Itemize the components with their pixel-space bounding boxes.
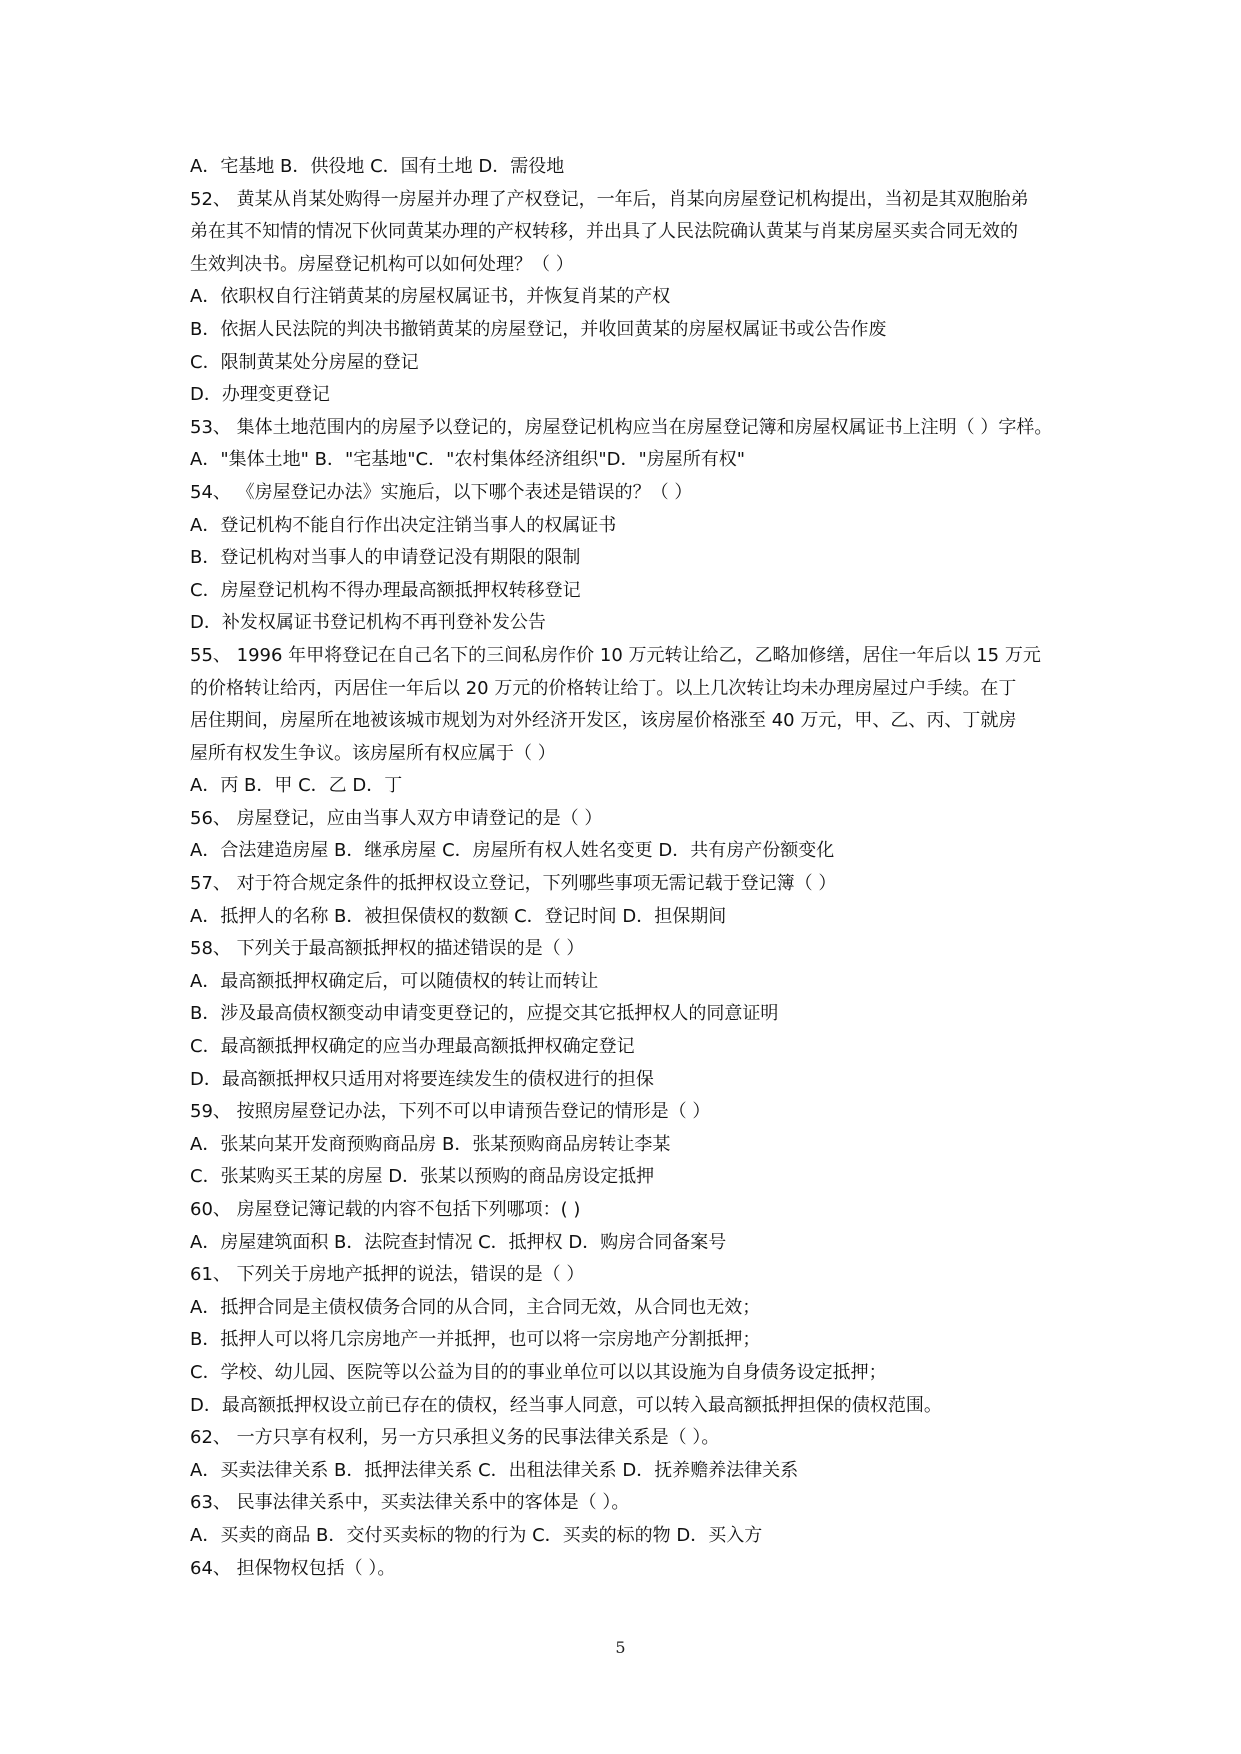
text-line: A．丙 B．甲 C．乙 D．丁 [190,775,403,797]
text-line: A．买卖的商品 B．交付买卖标的物的行为 C．买卖的标的物 D．买入方 [190,1524,763,1546]
text-line: A．依职权自行注销黄某的房屋权属证书，并恢复肖某的产权 [190,286,671,308]
text-line: C．房屋登记机构不得办理最高额抵押权转移登记 [190,579,581,601]
text-line: A．"集体土地" B．"宅基地"C．"农村集体经济组织"D．"房屋所有权" [190,449,746,471]
page-number: 5 [615,1638,626,1657]
text-line: A．最高额抵押权确定后，可以随债权的转让而转让 [190,970,599,992]
text-line: 弟在其不知情的情况下伙同黄某办理的产权转移，并出具了人民法院确认黄某与肖某房屋买卖合同无效的 [190,221,1018,243]
text-line: 59、 按照房屋登记办法，下列不可以申请预告登记的情形是（ ） [190,1101,711,1123]
text-line: A．抵押人的名称 B．被担保债权的数额 C．登记时间 D．担保期间 [190,905,727,927]
text-line: 52、 黄某从肖某处购得一房屋并办理了产权登记，一年后，肖某向房屋登记机构提出，当初是其双胞胎弟 [190,188,1029,210]
document-body [190,151,1058,1585]
text-line: A．买卖法律关系 B．抵押法律关系 C．出租法律关系 D．抚养赡养法律关系 [190,1459,799,1481]
text-line: 屋所有权发生争议。该房屋所有权应属于（ ） [190,742,556,764]
text-line: D．办理变更登记 [190,384,330,406]
text-line: D．最高额抵押权设立前已存在的债权，经当事人同意，可以转入最高额抵押担保的债权范围。 [190,1394,942,1416]
text-line: 生效判决书。房屋登记机构可以如何处理？（ ） [190,253,574,275]
text-line: 62、 一方只享有权利，另一方只承担义务的民事法律关系是（ ）。 [190,1427,720,1449]
text-line: C．限制黄某处分房屋的登记 [190,351,419,373]
text-line: 61、 下列关于房地产抵押的说法，错误的是（ ） [190,1264,585,1286]
text-line: D．补发权属证书登记机构不再刊登补发公告 [190,612,546,634]
text-line: 的价格转让给丙，丙居住一年后以 20 万元的价格转让给丁。以上几次转让均未办理房屋过户手续。在丁 [190,677,1017,699]
text-line: 53、 集体土地范围内的房屋予以登记的，房屋登记机构应当在房屋登记簿和房屋权属证书上注明（ ）字样。 [190,416,1053,438]
text-line: 63、 民事法律关系中，买卖法律关系中的客体是（ ）。 [190,1492,630,1514]
text-line: A．宅基地 B．供役地 C．国有土地 D．需役地 [190,156,565,177]
text-line: 56、 房屋登记，应由当事人双方申请登记的是（ ） [190,807,603,829]
text-line: D．最高额抵押权只适用对将要连续发生的债权进行的担保 [190,1068,654,1090]
text-line: B．涉及最高债权额变动申请变更登记的，应提交其它抵押权人的同意证明 [190,1003,779,1025]
text-line: 60、 房屋登记簿记载的内容不包括下列哪项：( ) [190,1199,581,1220]
text-line: 居住期间，房屋所在地被该城市规划为对外经济开发区，该房屋价格涨至 40 万元，甲、乙、丙、丁就房 [190,710,1017,732]
text-line: B．登记机构对当事人的申请登记没有期限的限制 [190,547,581,569]
text-line: C．学校、幼儿园、医院等以公益为目的的事业单位可以以其设施为自身债务设定抵押； [190,1361,887,1383]
text-line: 55、 1996 年甲将登记在自己名下的三间私房作价 10 万元转让给乙，乙略加修缮，居住一年后以 15 万元 [190,644,1041,666]
text-line: B．依据人民法院的判决书撤销黄某的房屋登记，并收回黄某的房屋权属证书或公告作废 [190,318,887,340]
text-line: B．抵押人可以将几宗房地产一并抵押，也可以将一宗房地产分割抵押； [190,1329,761,1351]
text-line: C．最高额抵押权确定的应当办理最高额抵押权确定登记 [190,1036,635,1058]
text-line: C．张某购买王某的房屋 D．张某以预购的商品房设定抵押 [190,1166,655,1188]
text-line: A．抵押合同是主债权债务合同的从合同，主合同无效，从合同也无效； [190,1296,761,1318]
text-line: A．登记机构不能自行作出决定注销当事人的权属证书 [190,514,617,536]
text-line: A．房屋建筑面积 B．法院查封情况 C．抵押权 D．购房合同备案号 [190,1231,727,1253]
text-line: 54、 《房屋登记办法》实施后，以下哪个表述是错误的？（ ） [190,481,693,503]
text-line: 64、 担保物权包括（ ）。 [190,1557,396,1579]
text-line: A．合法建造房屋 B．继承房屋 C．房屋所有权人姓名变更 D．共有房产份额变化 [190,840,835,862]
text-line: A．张某向某开发商预购商品房 B．张某预购商品房转让李某 [190,1133,671,1155]
text-line: 58、 下列关于最高额抵押权的描述错误的是（ ） [190,938,585,960]
text-line: 57、 对于符合规定条件的抵押权设立登记，下列哪些事项无需记载于登记簿（ ） [190,873,837,895]
